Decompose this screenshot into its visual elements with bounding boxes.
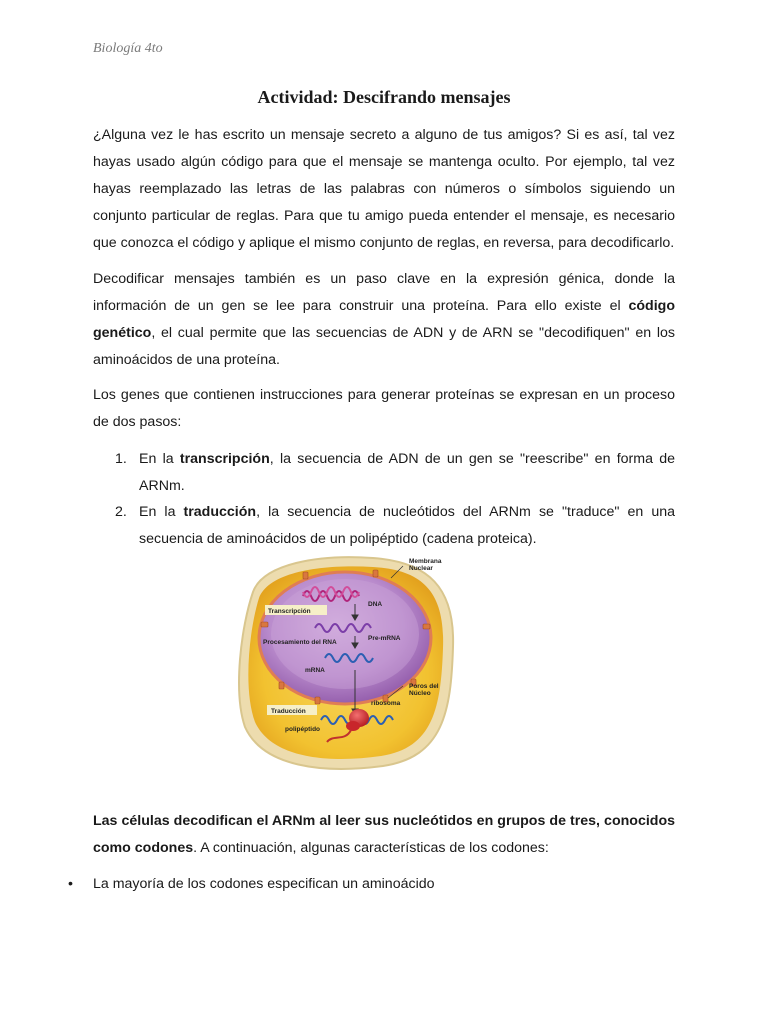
- label-pre-mrna: Pre-mRNA: [368, 635, 401, 642]
- list-number: 1.: [115, 451, 127, 467]
- list-item: [68, 871, 668, 898]
- label-rna-processing: Procesamiento del RNA: [263, 639, 337, 646]
- codon-features-list: [68, 871, 668, 898]
- label-translation: Traducción: [271, 708, 306, 715]
- label-mrna: mRNA: [305, 667, 325, 674]
- genetic-code-paragraph: [93, 266, 675, 374]
- list-item: [93, 446, 675, 500]
- bullet-icon: •: [68, 876, 73, 892]
- list-text: La mayoría de los codones especifican un aminoácido: [93, 876, 435, 892]
- label-polypeptide: polipéptido: [285, 726, 321, 733]
- label-membrane-2: Nuclear: [409, 565, 433, 572]
- nucleus-inner: [271, 579, 419, 689]
- label-ribosome: ribosoma: [371, 700, 401, 707]
- codons-paragraph: [93, 808, 675, 862]
- list-text: , la secuencia de ADN de un gen se "reescribe" en forma de ARNm.: [139, 451, 675, 494]
- steps-list: [93, 446, 675, 553]
- label-pores-1: Poros del: [409, 683, 439, 690]
- paragraph-text: . A continuación, algunas características de los codones:: [193, 840, 549, 856]
- list-text: En la: [139, 504, 184, 520]
- two-steps-paragraph: Los genes que contienen instrucciones para generar proteínas se expresan en un proceso de dos pasos:: [93, 387, 675, 430]
- bold-term-transcription: transcripción: [179, 451, 270, 467]
- paragraph-text: Decodificar mensajes también es un paso clave en la expresión génica, donde la información de un gen se lee para construir una proteína. Para ello existe el: [93, 271, 675, 314]
- bold-term-translation: traducción: [183, 504, 257, 520]
- label-membrane-1: Membrana: [409, 558, 442, 565]
- list-number: 2.: [115, 504, 127, 520]
- bold-term-genetic-code: código genético: [93, 298, 675, 341]
- label-transcription: Transcripción: [268, 608, 311, 615]
- cell-diagram: [233, 552, 459, 774]
- paragraph-text: , el cual permite que las secuencias de ADN y de ARN se "decodifiquen" en los aminoácidos de una proteína.: [93, 325, 675, 368]
- page-title: Actividad: Descifrando mensajes: [257, 87, 511, 107]
- list-text: , la secuencia de nucleótidos del ARNm se "traduce" en una secuencia de aminoácidos de un polipéptido (cadena proteica).: [139, 504, 675, 547]
- list-item: [93, 499, 675, 553]
- intro-paragraph: ¿Alguna vez le has escrito un mensaje secreto a alguno de tus amigos? Si es así, tal vez hayas usado algún código para que el mensaje se mantenga oculto. Por ejemplo, tal vez hayas reemplazado las letras de las palabras con números o símbolos siguiendo un conjunto particular de reglas. Para que tu amigo pueda entender el mensaje, es necesario que conozca el código y aplique el mismo conjunto de reglas, en reversa, para decodificarlo.: [93, 127, 675, 251]
- label-pores-2: Núcleo: [409, 690, 431, 697]
- gene-expression-figure: [233, 552, 459, 774]
- label-dna: DNA: [368, 601, 383, 608]
- bold-sentence-codons: Las células decodifican el ARNm al leer sus nucleótidos en grupos de tres, conocidos como codones: [93, 813, 675, 856]
- page-header: Biología 4to: [93, 41, 163, 56]
- list-text: En la: [139, 451, 180, 467]
